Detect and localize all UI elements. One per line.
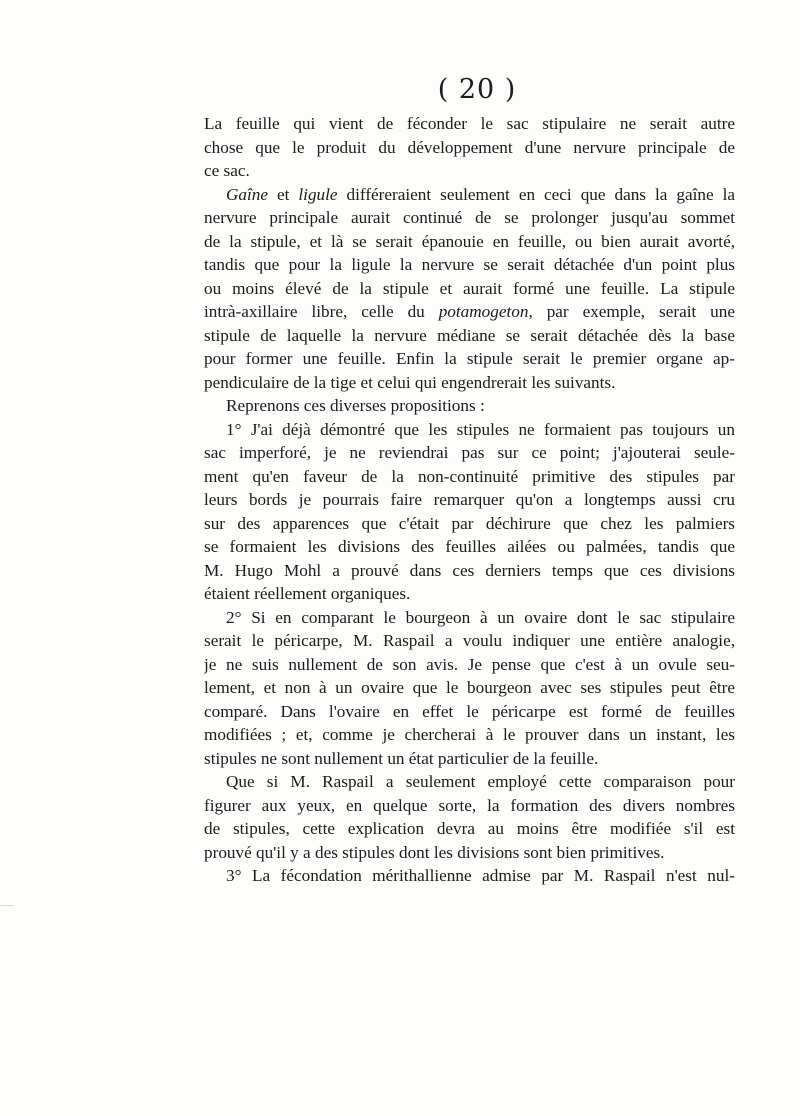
text-run: intrà-axillaire libre, celle du <box>204 302 439 321</box>
text-run: 2° Si en comparant le bourgeon à un ovaire dont le sac stipulaire <box>226 607 735 627</box>
text-line <box>204 441 735 465</box>
text-line <box>204 418 735 442</box>
body-text <box>204 112 735 888</box>
text-line <box>204 394 735 418</box>
text-run: et <box>268 184 299 204</box>
text-line <box>204 488 735 512</box>
text-run: serait le péricarpe, M. Raspail a voulu indiquer une entière analogie, <box>204 631 735 650</box>
text-line <box>204 770 735 794</box>
text-line <box>204 347 735 371</box>
text-line <box>204 559 735 583</box>
text-line <box>204 253 735 277</box>
text-run: tandis que pour la ligule la nervure se serait détachée d'un point plus <box>204 255 735 274</box>
text-line <box>204 112 735 136</box>
text-line <box>204 747 735 771</box>
text-run: lement, et non à un ovaire que le bourgeon avec ses stipules peut être <box>204 678 735 697</box>
text-line <box>204 535 735 559</box>
text-run: comparé. Dans l'ovaire en effet le péricarpe est formé de feuilles <box>204 701 735 721</box>
text-line <box>204 841 735 865</box>
text-run: sur des apparences que c'était par déchirure que chez les palmiers <box>204 513 735 533</box>
text-line <box>204 606 735 630</box>
text-run: stipules ne sont nullement un état particulier de la feuille. <box>204 748 599 768</box>
text-run: prouvé qu'il y a des stipules dont les divisions sont bien primitives. <box>204 842 665 862</box>
text-line <box>204 371 735 395</box>
text-run: pour former une feuille. Enfin la stipule serait le premier organe ap- <box>204 349 735 368</box>
text-run: M. Hugo Mohl a prouvé dans ces derniers temps que ces divisions <box>204 560 735 580</box>
text-line <box>204 629 735 653</box>
page-edge-mark <box>0 905 14 906</box>
text-line <box>204 230 735 254</box>
text-line <box>204 700 735 724</box>
text-run: étaient réellement organiques. <box>204 584 411 603</box>
text-run: figurer aux yeux, en quelque sorte, la formation des divers nombres <box>204 795 735 815</box>
text-run: différeraient seulement en ceci que dans la gaîne la <box>337 184 735 204</box>
text-line <box>204 794 735 818</box>
text-run: de la stipule, et là se serait épanouie en feuille, ou bien aurait avorté, <box>204 231 735 251</box>
text-run: chose que le produit du développement d'une nervure principale de <box>204 137 735 157</box>
text-run: pendiculaire de la tige et celui qui engendrerait les suivants. <box>204 372 616 392</box>
text-line <box>204 864 735 888</box>
text-line <box>204 512 735 536</box>
text-line <box>204 324 735 348</box>
text-line <box>204 465 735 489</box>
text-run: se formaient les divisions des feuilles ailées ou palmées, tandis que <box>204 537 735 556</box>
text-run: La feuille qui vient de féconder le sac stipulaire ne serait autre <box>204 114 735 133</box>
text-run: stipule de laquelle la nervure médiane se serait détachée dès la base <box>204 325 735 345</box>
text-line <box>204 582 735 606</box>
text-run: leurs bords je pourrais faire remarquer qu'on a longtemps aussi cru <box>204 490 735 509</box>
italic-term: Gaîne <box>226 184 269 204</box>
text-line <box>204 136 735 160</box>
text-run: Que si M. Raspail a seulement employé cette comparaison pour <box>226 772 735 791</box>
text-run: ment qu'en faveur de la non-continuité primitive des stipules par <box>204 466 735 486</box>
text-line <box>204 277 735 301</box>
text-run: nervure principale aurait continué de se prolonger jusqu'au sommet <box>204 208 735 227</box>
text-run: sac imperforé, je ne reviendrai pas sur ce point; j'ajouterai seule- <box>204 443 735 462</box>
text-line <box>204 159 735 183</box>
text-line <box>204 300 735 324</box>
text-run: modifiées ; et, comme je chercherai à le prouver dans un instant, les <box>204 725 735 744</box>
text-run: 1° J'ai déjà démontré que les stipules ne formaient pas toujours un <box>226 419 735 439</box>
text-run: ou moins élevé de la stipule et aurait formé une feuille. La stipule <box>204 278 735 298</box>
italic-term: ligule <box>298 184 338 204</box>
text-run: Reprenons ces diverses propositions : <box>226 396 485 415</box>
text-run: je ne suis nullement de son avis. Je pense que c'est à un ovule seu- <box>204 654 735 674</box>
text-line <box>204 653 735 677</box>
text-line <box>204 183 735 207</box>
text-run: , par exemple, serait une <box>528 302 735 321</box>
text-line <box>204 723 735 747</box>
italic-term: potamogeton <box>438 302 529 321</box>
text-run: de stipules, cette explication devra au moins être modifiée s'il est <box>204 819 735 838</box>
text-run: 3° La fécondation mérithallienne admise par M. Raspail n'est nul- <box>226 866 735 885</box>
text-line <box>204 676 735 700</box>
text-line <box>204 817 735 841</box>
text-line <box>204 206 735 230</box>
text-run: ce sac. <box>204 161 250 180</box>
page-number: ( 20 ) <box>437 74 517 105</box>
